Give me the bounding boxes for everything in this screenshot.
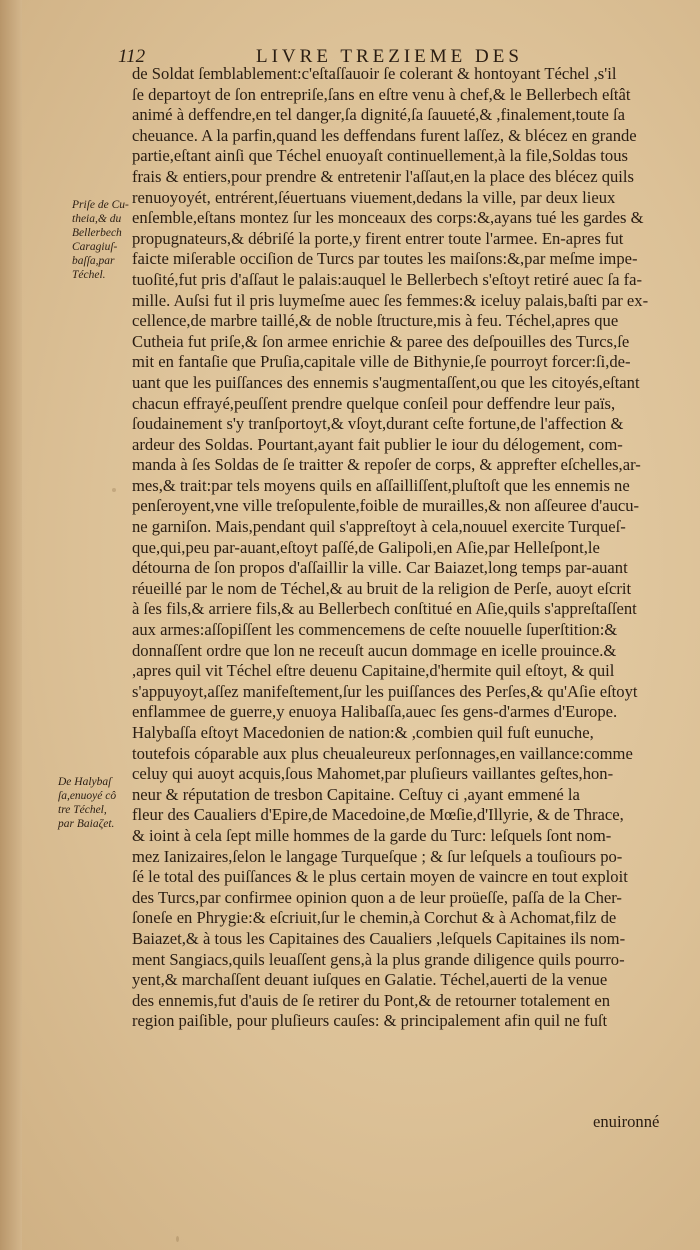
text-line: ſé le total des puiſſances & le plus certain moyen de vaincre en tout exploit — [132, 867, 628, 887]
text-line: ne garniſon. Mais,pendant quil s'appreſtoyt à cela,nouuel exercite Turqueſ- — [132, 517, 626, 537]
running-title: LIVRE TREZIEME DES — [256, 46, 523, 67]
text-line: renuoyoyét, entrérent,ſéuertuans viuement,dedans la ville, par deux lieux — [132, 187, 616, 207]
text-line: manda à ſes Soldas de ſe traitter & repoſer de corps, & apprefter eſchelles,ar- — [132, 455, 641, 475]
text-line: faicte miſerable occiſion de Turcs par toutes les maiſons:&,par meſme impe- — [132, 249, 638, 269]
text-line: cheuance. A la parfin,quand les deffendans furent laſſez, & blécez en grande — [132, 125, 637, 145]
text-line: Halybaſſa eſtoyt Macedonien de nation:& ,combien quil fuſt eunuche, — [132, 723, 594, 742]
margin-note-cutheia — [72, 198, 150, 282]
page-number: 112 — [118, 46, 146, 67]
margin-note-line: Téchel. — [72, 269, 106, 281]
paper-stain — [176, 1236, 179, 1242]
margin-note-line: De Halybaſ — [58, 776, 112, 788]
text-line: que,qui,peu par-auant,eſtoyt paſſé,de Galipoli,en Aſie,par Helleſpont,le — [132, 537, 600, 557]
margin-note-line: Caragiuſ- — [72, 241, 118, 253]
text-line: mille. Auſsi fut il pris luymeſme auec ſes femmes:& iceluy palais,baſti par ex- — [132, 290, 649, 310]
margin-note-line: Priſe de Cu- — [72, 199, 129, 211]
text-line: ,apres quil vit Téchel eſtre deuenu Capitaine,d'hermite quil eſtoyt, & quil — [132, 661, 615, 681]
text-line: de Soldat ſemblablement:c'eſtaſſauoir ſe colerant & hontoyant Téchel ,s'il — [132, 64, 617, 83]
paper-stain — [112, 488, 116, 492]
text-line: aux armes:aſſopiſſent les commencemens de ceſte nouuelle ſuperſtition:& — [132, 620, 618, 640]
text-line: à ſes fils,& arriere fils,& au Bellerbech conſtitué en Aſie,quils s'appreſtaſſent — [132, 599, 637, 619]
text-line: celuy qui auoyt acquis,ſous Mahomet,par pluſieurs vaillantes geſtes,hon- — [132, 764, 614, 784]
margin-note-halybassa — [58, 775, 136, 831]
margin-note-line: baſſa,par — [72, 255, 115, 267]
text-line: neur & réputation de tresbon Capitaine. Ceſtuy ci ,ayant emmené la — [132, 784, 580, 804]
text-line: frais & entiers,pour prendre & entretenir l'aſſaut,en la place des blécez quils — [132, 166, 634, 186]
text-line: s'appuyoyt,aſſez manifeſtement,ſur les puiſſances des Perſes,& qu'Aſie eſtoyt — [132, 681, 638, 701]
text-line: ſoneſe en Phrygie:& eſcriuit,ſur le chemin,à Corchut & à Achomat,filz de — [132, 908, 617, 928]
text-line: des Turcs,par confirmee opinion quon a de leur proüeſſe, paſſa de la Cher- — [132, 887, 622, 907]
text-line: réueillé par le nom de Téchel,& au bruit de la religion de Perſe, auoyt eſcrit — [132, 578, 632, 598]
text-line: penſeroyent,vne ville treſopulente,foible de murailles,& non aſſeuree d'aucu- — [132, 496, 640, 516]
text-line: uant que les puiſſances des ennemis s'augmentaſſent,ou que les citoyés,eſtant — [132, 372, 640, 392]
margin-note-line: Bellerbech — [72, 227, 122, 239]
margin-note-line: theia,& du — [72, 213, 122, 225]
text-line: Cutheia fut priſe,& ſon armee enrichie & paree des deſpouilles des Turcs,ſe — [132, 331, 630, 351]
text-line: mes,& trait:par tels moyens quils en aſſailliſſent,pluſtoſt que les ennemis ne — [132, 475, 630, 495]
text-line: chacun effrayé,peuſſent prendre quelque conſeil pour deffendre leur païs, — [132, 393, 616, 413]
text-line: ſe departoyt de ſon entrepriſe,ſans en eſtre venu à chef,& le Bellerbech eſtât — [132, 84, 631, 104]
text-line: mez Ianizaires,ſelon le langage Turqueſque ; & ſur leſquels a touſiours po- — [132, 846, 623, 866]
catchword: enuironné — [593, 1112, 660, 1131]
text-line: & ioint à cela ſept mille hommes de la garde du Turc: leſquels ſont nom- — [132, 825, 612, 845]
page-gutter — [0, 0, 22, 1250]
text-line: ment Sangiacs,quils leuaſſent gens,à la plus grande diligence quils pourro- — [132, 949, 625, 969]
text-line: tuoſité,fut pris d'aſſaut le palais:auquel le Bellerbech s'eſtoyt retiré auec ſa fa- — [132, 269, 643, 289]
text-line: donnaſſent ordre que lon ne receuſt aucun dommage en icelle prouince.& — [132, 640, 617, 660]
text-line: cellence,de marbre taillé,& de noble ſtructure,mis à feu. Téchel,apres que — [132, 311, 619, 331]
text-line: propugnateurs,& débriſé la porte,y firent entrer toute l'armee. En-apres fut — [132, 228, 624, 248]
text-line: des ennemis,fut d'auis de ſe retirer du Pont,& de retourner totalement en — [132, 990, 611, 1010]
text-line: Baiazet,& à tous les Capitaines des Caualiers ,leſquels Capitaines ils nom- — [132, 928, 626, 948]
text-line: fleur des Caualiers d'Epire,de Macedoine,de Mœſie,d'Illyrie, & de Thrace, — [132, 805, 624, 825]
margin-note-line: tre Téchel, — [58, 804, 107, 816]
margin-note-line: par Baiaζet. — [58, 818, 115, 830]
text-line: détourna de ſon propos d'aſſaillir la ville. Car Baiazet,long temps par-auant — [132, 558, 628, 578]
text-line: partie,eſtant ainſi que Téchel enuoyaſt continuellement,à la file,Soldas tous — [132, 146, 628, 166]
body-text — [132, 64, 692, 1032]
margin-note-line: ſa,enuoyé cô — [58, 790, 117, 802]
text-line: enſemble,eſtans montez ſur les monceaux des corps:&,ayans tué les gardes & — [132, 208, 644, 228]
text-line: mit en fantaſie que Pruſia,capitale ville de Bithynie,ſe pourroyt forcer:ſi,de- — [132, 352, 631, 372]
text-line: enflammee de guerre,y enuoya Halibaſſa,auec ſes gens-d'armes d'Europe. — [132, 702, 618, 722]
text-line: region paiſible, pour pluſieurs cauſes: & principalement afin quil ne fuſt — [132, 1011, 608, 1031]
text-line: ardeur des Soldas. Pourtant,ayant fait publier le iour du délogement, com- — [132, 434, 623, 454]
text-line: animé à deffendre,en tel danger,ſa dignité,ſa ſauueté,& ,finalement,toute ſa — [132, 105, 625, 125]
text-line: ſoudainement s'y tranſportoyt,& vſoyt,durant ceſte fortune,de l'affection & — [132, 414, 624, 434]
text-line: yent,& marchaſſent deuant iuſques en Galatie. Téchel,auerti de la venue — [132, 970, 608, 990]
text-line: toutefois cóparable aux plus cheualeureux perſonnages,en vaillance:comme — [132, 743, 633, 763]
